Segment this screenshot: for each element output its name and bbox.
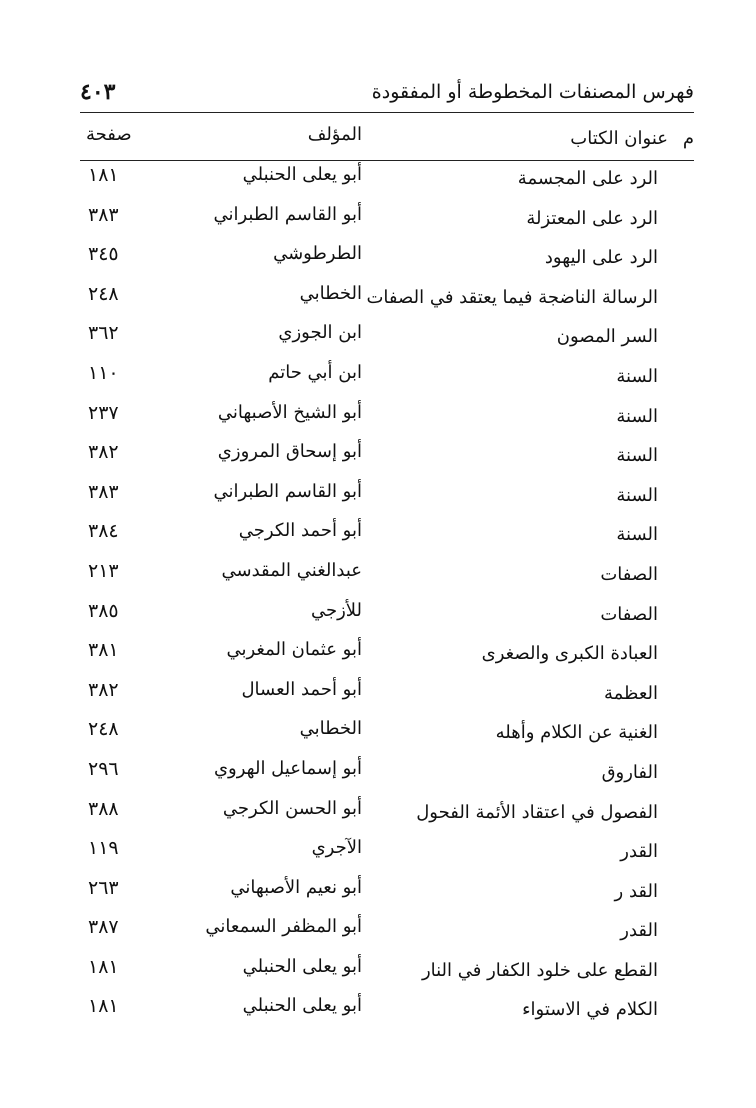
table-row <box>80 516 694 556</box>
book-title: السنة <box>616 445 658 467</box>
page-ref: ٢١٣ <box>88 559 119 582</box>
book-author: الخطابي <box>299 718 362 740</box>
table-row <box>80 437 694 477</box>
book-author: أبو يعلى الحنبلي <box>242 164 362 185</box>
book-author: أبو إسماعيل الهروي <box>213 757 362 779</box>
table-row <box>80 754 694 794</box>
book-author: أبو إسحاق المروزي <box>217 441 362 463</box>
table-row <box>80 318 694 358</box>
column-headers <box>80 116 694 161</box>
page-ref: ٣٨٢ <box>88 441 119 464</box>
page-ref: ١١٠ <box>88 361 119 384</box>
table-row <box>80 477 694 517</box>
book-author: الآجري <box>311 837 362 859</box>
page-ref: ٣٨٣ <box>88 203 119 226</box>
book-title: الغنية عن الكلام وأهله <box>495 722 658 744</box>
book-author: أبو القاسم الطبراني <box>213 480 362 502</box>
running-header <box>80 72 694 113</box>
book-title: العظمة <box>604 682 658 704</box>
book-title: الفصول في اعتقاد الأئمة الفحول <box>416 801 658 823</box>
table-row <box>80 912 694 952</box>
table-row <box>80 239 694 279</box>
page-ref: ٣٤٥ <box>88 243 119 266</box>
book-title: الرسالة الناضجة فيما يعتقد في الصفات <box>366 286 658 308</box>
table-row <box>80 714 694 754</box>
book-title: الرد على المعتزلة <box>526 207 658 229</box>
book-author: أبو نعيم الأصبهاني <box>230 876 362 898</box>
page-ref: ٣٨٣ <box>88 480 119 503</box>
page-ref: ٣٨٨ <box>88 797 119 820</box>
page-ref: ١٨١ <box>88 164 119 186</box>
book-author: أبو الحسن الكرجي <box>222 797 362 819</box>
page-ref: ٣٨٢ <box>88 678 119 701</box>
table-row <box>80 635 694 675</box>
book-author: الطرطوشي <box>273 243 362 265</box>
table-row <box>80 596 694 636</box>
book-author: الخطابي <box>299 282 362 304</box>
page-ref: ١١٩ <box>88 837 119 860</box>
book-author: ابن أبي حاتم <box>268 361 362 383</box>
table-row <box>80 991 694 1031</box>
book-title: الرد على اليهود <box>544 247 658 269</box>
book-title: الفاروق <box>601 761 658 783</box>
table-row <box>80 358 694 398</box>
table-row <box>80 398 694 438</box>
table-row <box>80 675 694 715</box>
page-ref: ٣٦٢ <box>88 322 119 345</box>
index-table <box>80 160 694 1031</box>
book-author: أبو أحمد الكرجي <box>238 520 362 542</box>
book-title: العبادة الكبرى والصغرى <box>481 643 658 665</box>
page-ref: ٢٣٧ <box>88 401 119 424</box>
table-row <box>80 833 694 873</box>
book-title: الصفات <box>600 603 658 625</box>
page-ref: ٣٨٤ <box>88 520 119 543</box>
page-ref: ١٨١ <box>88 955 119 978</box>
book-author: للأزجي <box>310 599 362 621</box>
book-author: أبو يعلى الحنبلي <box>242 995 362 1017</box>
column-header-page: صفحة <box>86 124 132 145</box>
column-header-mark: م <box>682 128 694 149</box>
page-ref: ٢٦٣ <box>88 876 119 899</box>
book-title: السنة <box>616 524 658 546</box>
table-row <box>80 556 694 596</box>
running-title: فهرس المصنفات المخطوطة أو المفقودة <box>371 81 694 103</box>
book-author: أبو عثمان المغربي <box>226 639 362 661</box>
book-title: الكلام في الاستواء <box>522 999 658 1021</box>
book-title: السر المصون <box>556 326 658 348</box>
page-ref: ٣٨٥ <box>88 599 119 622</box>
page-number: ٤٠٣ <box>80 79 116 105</box>
book-title: القطع على خلود الكفار في النار <box>421 959 658 981</box>
page-ref: ٣٨٧ <box>88 916 119 939</box>
table-row <box>80 200 694 240</box>
book-author: أبو المظفر السمعاني <box>205 916 362 938</box>
book-author: أبو القاسم الطبراني <box>213 203 362 225</box>
table-row <box>80 952 694 992</box>
book-title: الرد على المجسمة <box>517 168 658 189</box>
table-row <box>80 873 694 913</box>
column-header-title: عنوان الكتاب <box>570 128 668 149</box>
page-ref: ٢٩٦ <box>88 757 119 780</box>
book-title: السنة <box>616 484 658 506</box>
page-ref: ٢٤٨ <box>88 718 119 741</box>
book-author: ابن الجوزي <box>278 322 362 344</box>
table-row <box>80 160 694 200</box>
table-row <box>80 794 694 834</box>
page-ref: ٢٤٨ <box>88 282 119 305</box>
book-author: أبو يعلى الحنبلي <box>242 955 362 977</box>
book-author: عبدالغني المقدسي <box>221 559 362 581</box>
page-ref: ١٨١ <box>88 995 119 1018</box>
book-author: أبو الشيخ الأصبهاني <box>217 401 362 423</box>
book-title: السنة <box>616 365 658 387</box>
book-title: القد ر <box>614 880 658 902</box>
book-title: القدر <box>620 920 658 942</box>
page-ref: ٣٨١ <box>88 639 119 662</box>
book-title: الصفات <box>600 563 658 585</box>
book-author: أبو أحمد العسال <box>241 678 362 700</box>
column-header-author: المؤلف <box>307 124 362 145</box>
table-row <box>80 279 694 319</box>
book-title: القدر <box>620 841 658 863</box>
book-title: السنة <box>616 405 658 427</box>
